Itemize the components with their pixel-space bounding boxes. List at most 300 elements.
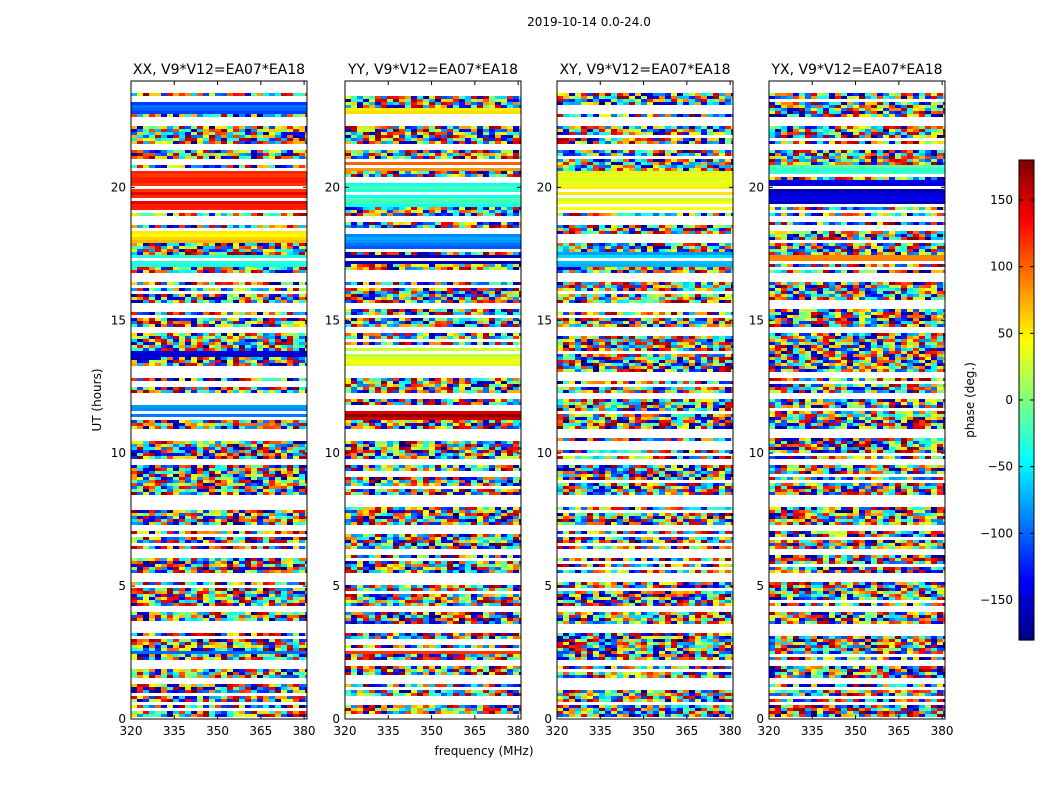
heatmap-cell [155, 669, 161, 672]
heatmap-cell [203, 483, 209, 486]
heatmap-cell [387, 342, 393, 345]
heatmap-cell [167, 390, 173, 393]
heatmap-cell [281, 243, 287, 246]
heatmap-cell [393, 207, 399, 210]
heatmap-cell [513, 450, 519, 453]
heatmap-cell [263, 687, 269, 690]
heatmap-cell [137, 714, 143, 717]
heatmap-cell [203, 687, 209, 690]
heatmap-cell [143, 378, 149, 381]
heatmap-cell [149, 357, 155, 360]
heatmap-cell [239, 675, 245, 678]
heatmap-cell [131, 516, 137, 519]
heatmap-cell [471, 399, 477, 402]
heatmap-cell [263, 387, 269, 390]
heatmap-cell [459, 129, 465, 132]
heatmap-cell [245, 453, 251, 456]
heatmap-cell [507, 99, 513, 102]
heatmap-cell [483, 480, 489, 483]
heatmap-cell [281, 672, 287, 675]
heatmap-cell [405, 381, 411, 384]
heatmap-cell [507, 492, 513, 495]
heatmap-cell [405, 489, 411, 492]
heatmap-cell [203, 612, 209, 615]
heatmap-cell [435, 225, 441, 228]
heatmap-cell [441, 483, 447, 486]
heatmap-cell [275, 294, 281, 297]
heatmap-cell [167, 519, 173, 522]
heatmap-cell [447, 453, 453, 456]
heatmap-cell [257, 675, 263, 678]
heatmap-cell [173, 348, 179, 351]
heatmap-cell [441, 309, 447, 312]
heatmap-cell [251, 318, 257, 321]
heatmap-cell [357, 324, 363, 327]
heatmap-cell [191, 510, 197, 513]
heatmap-cell [143, 684, 149, 687]
heatmap-cell [453, 291, 459, 294]
heatmap-cell [143, 567, 149, 570]
heatmap-cell [471, 288, 477, 291]
heatmap-cell [489, 210, 495, 213]
heatmap-cell [477, 381, 483, 384]
heatmap-cell [203, 453, 209, 456]
heatmap-cell [423, 213, 429, 216]
heatmap-cell [275, 468, 281, 471]
heatmap-cell [507, 294, 513, 297]
heatmap-cell [203, 324, 209, 327]
heatmap-cell [399, 483, 405, 486]
heatmap-cell [179, 582, 185, 585]
heatmap-cell [435, 444, 441, 447]
heatmap-cell [191, 156, 197, 159]
heatmap-cell [375, 135, 381, 138]
heatmap-cell [173, 426, 179, 429]
panel [325, 62, 530, 738]
heatmap-cell [143, 150, 149, 153]
heatmap-cell [495, 465, 501, 468]
heatmap-cell [345, 450, 351, 453]
heatmap-cell [275, 300, 281, 303]
heatmap-cell [257, 333, 263, 336]
heatmap-cell [453, 153, 459, 156]
heatmap-row [131, 408, 307, 411]
heatmap-cell [155, 639, 161, 642]
heatmap-cell [423, 342, 429, 345]
heatmap-cell [179, 288, 185, 291]
heatmap-cell [203, 378, 209, 381]
heatmap-cell [215, 603, 221, 606]
heatmap-cell [263, 426, 269, 429]
heatmap-cell [477, 282, 483, 285]
heatmap-cell [233, 288, 239, 291]
heatmap-cell [363, 399, 369, 402]
heatmap-cell [239, 447, 245, 450]
heatmap-cell [429, 102, 435, 105]
heatmap-cell [167, 420, 173, 423]
heatmap-cell [435, 156, 441, 159]
heatmap-cell [263, 591, 269, 594]
heatmap-cell [263, 603, 269, 606]
heatmap-cell [441, 225, 447, 228]
heatmap-cell [197, 360, 203, 363]
heatmap-cell [507, 381, 513, 384]
heatmap-cell [281, 522, 287, 525]
heatmap-cell [251, 675, 257, 678]
heatmap-cell [203, 300, 209, 303]
heatmap-cell [459, 480, 465, 483]
heatmap-cell [227, 465, 233, 468]
heatmap-cell [299, 597, 305, 600]
heatmap-cell [483, 174, 489, 177]
heatmap-cell [293, 114, 299, 117]
heatmap-cell [233, 447, 239, 450]
heatmap-cell [227, 300, 233, 303]
heatmap-cell [197, 300, 203, 303]
heatmap-cell [357, 207, 363, 210]
heatmap-cell [399, 156, 405, 159]
heatmap-cell [411, 105, 417, 108]
heatmap-cell [513, 153, 519, 156]
heatmap-cell [149, 531, 155, 534]
heatmap-cell [167, 138, 173, 141]
heatmap-cell [459, 489, 465, 492]
heatmap-cell [399, 390, 405, 393]
heatmap-cell [299, 441, 305, 444]
heatmap-cell [471, 225, 477, 228]
heatmap-cell [299, 600, 305, 603]
heatmap-cell [363, 342, 369, 345]
heatmap-cell [191, 567, 197, 570]
heatmap-cell [345, 321, 351, 324]
heatmap-cell [173, 561, 179, 564]
heatmap-cell [263, 588, 269, 591]
heatmap-cell [459, 252, 465, 255]
heatmap-cell [299, 444, 305, 447]
heatmap-cell [179, 156, 185, 159]
heatmap-cell [381, 252, 387, 255]
heatmap-cell [251, 639, 257, 642]
heatmap-cell [227, 594, 233, 597]
heatmap-cell [489, 390, 495, 393]
heatmap-cell [203, 639, 209, 642]
heatmap-row [131, 105, 307, 108]
heatmap-cell [369, 96, 375, 99]
heatmap-cell [131, 684, 137, 687]
heatmap-cell [161, 336, 167, 339]
heatmap-cell [417, 126, 423, 129]
heatmap-cell [281, 150, 287, 153]
heatmap-cell [435, 381, 441, 384]
heatmap-cell [369, 468, 375, 471]
heatmap-cell [489, 342, 495, 345]
heatmap-cell [375, 426, 381, 429]
heatmap-cell [167, 537, 173, 540]
heatmap-cell [233, 540, 239, 543]
heatmap-cell [441, 252, 447, 255]
heatmap-cell [405, 288, 411, 291]
heatmap-cell [179, 564, 185, 567]
heatmap-cell [197, 672, 203, 675]
heatmap-cell [369, 489, 375, 492]
heatmap-cell [263, 156, 269, 159]
heatmap-cell [191, 603, 197, 606]
heatmap-cell [483, 294, 489, 297]
heatmap-cell [179, 705, 185, 708]
heatmap-cell [507, 309, 513, 312]
heatmap-cell [257, 345, 263, 348]
heatmap-cell [161, 135, 167, 138]
heatmap-cell [465, 468, 471, 471]
heatmap-cell [197, 591, 203, 594]
heatmap-cell [423, 477, 429, 480]
heatmap-cell [155, 486, 161, 489]
heatmap-cell [227, 114, 233, 117]
heatmap-cell [173, 600, 179, 603]
heatmap-cell [351, 132, 357, 135]
heatmap-cell [221, 687, 227, 690]
heatmap-cell [477, 153, 483, 156]
heatmap-cell [179, 486, 185, 489]
heatmap-cell [251, 570, 257, 573]
heatmap-cell [345, 420, 351, 423]
heatmap-cell [149, 648, 155, 651]
heatmap-cell [209, 213, 215, 216]
heatmap-cell [513, 105, 519, 108]
heatmap-cell [173, 711, 179, 714]
heatmap-cell [293, 390, 299, 393]
heatmap-cell [197, 282, 203, 285]
heatmap-cell [233, 591, 239, 594]
heatmap-cell [161, 363, 167, 366]
heatmap-cell [197, 447, 203, 450]
heatmap-cell [287, 465, 293, 468]
heatmap-cell [369, 507, 375, 510]
heatmap-cell [429, 336, 435, 339]
heatmap-cell [137, 564, 143, 567]
heatmap-cell [489, 447, 495, 450]
heatmap-cell [351, 450, 357, 453]
heatmap-cell [507, 384, 513, 387]
heatmap-cell [191, 288, 197, 291]
heatmap-cell [495, 450, 501, 453]
heatmap-cell [387, 492, 393, 495]
heatmap-cell [417, 264, 423, 267]
heatmap-cell [179, 570, 185, 573]
heatmap-cell [245, 465, 251, 468]
heatmap-cell [423, 300, 429, 303]
heatmap-cell [227, 135, 233, 138]
heatmap-cell [345, 507, 351, 510]
heatmap-cell [161, 243, 167, 246]
heatmap-cell [281, 423, 287, 426]
heatmap-cell [411, 300, 417, 303]
heatmap-cell [387, 126, 393, 129]
heatmap-cell [191, 486, 197, 489]
heatmap-cell [137, 648, 143, 651]
heatmap-cell [369, 510, 375, 513]
heatmap-cell [227, 483, 233, 486]
heatmap-cell [263, 513, 269, 516]
heatmap-cell [269, 114, 275, 117]
heatmap-cell [191, 594, 197, 597]
heatmap-cell [281, 540, 287, 543]
heatmap-cell [483, 477, 489, 480]
heatmap-cell [441, 480, 447, 483]
heatmap-cell [227, 342, 233, 345]
heatmap-cell [281, 480, 287, 483]
heatmap-cell [263, 711, 269, 714]
heatmap-cell [363, 378, 369, 381]
heatmap-cell [257, 348, 263, 351]
heatmap-cell [137, 696, 143, 699]
heatmap-cell [191, 243, 197, 246]
heatmap-cell [251, 363, 257, 366]
heatmap-cell [411, 132, 417, 135]
heatmap-cell [501, 171, 507, 174]
heatmap-cell [227, 633, 233, 636]
heatmap-cell [299, 447, 305, 450]
heatmap-cell [185, 570, 191, 573]
heatmap-cell [465, 138, 471, 141]
heatmap-cell [251, 270, 257, 273]
heatmap-cell [405, 126, 411, 129]
heatmap-cell [221, 489, 227, 492]
heatmap-cell [393, 324, 399, 327]
heatmap-cell [375, 507, 381, 510]
heatmap-cell [215, 618, 221, 621]
heatmap-cell [381, 99, 387, 102]
heatmap-cell [275, 363, 281, 366]
heatmap-cell [513, 420, 519, 423]
heatmap-cell [293, 489, 299, 492]
heatmap-cell [269, 468, 275, 471]
heatmap-cell [275, 483, 281, 486]
heatmap-cell [227, 420, 233, 423]
heatmap-cell [173, 471, 179, 474]
heatmap-cell [137, 489, 143, 492]
heatmap-cell [221, 132, 227, 135]
heatmap-cell [197, 312, 203, 315]
heatmap-cell [167, 357, 173, 360]
heatmap-cell [167, 510, 173, 513]
heatmap-cell [411, 489, 417, 492]
heatmap-cell [363, 291, 369, 294]
heatmap-cell [489, 336, 495, 339]
heatmap-cell [155, 519, 161, 522]
heatmap-cell [477, 390, 483, 393]
heatmap-cell [293, 597, 299, 600]
heatmap-cell [507, 456, 513, 459]
heatmap-cell [357, 390, 363, 393]
heatmap-cell [483, 423, 489, 426]
heatmap-cell [221, 474, 227, 477]
heatmap-cell [215, 486, 221, 489]
heatmap-cell [131, 252, 137, 255]
heatmap-cell [149, 513, 155, 516]
heatmap-cell [161, 486, 167, 489]
heatmap-cell [393, 420, 399, 423]
heatmap-cell [263, 390, 269, 393]
heatmap-cell [131, 615, 137, 618]
heatmap-cell [299, 243, 305, 246]
heatmap-cell [293, 642, 299, 645]
heatmap-cell [233, 594, 239, 597]
heatmap-cell [137, 126, 143, 129]
heatmap-cell [149, 582, 155, 585]
heatmap-cell [149, 687, 155, 690]
heatmap-cell [155, 270, 161, 273]
heatmap-cell [507, 135, 513, 138]
heatmap-cell [507, 507, 513, 510]
heatmap-cell [387, 324, 393, 327]
heatmap-cell [375, 153, 381, 156]
heatmap-cell [417, 483, 423, 486]
heatmap-cell [179, 645, 185, 648]
heatmap-cell [191, 300, 197, 303]
heatmap-cell [393, 390, 399, 393]
heatmap-cell [417, 99, 423, 102]
heatmap-cell [495, 288, 501, 291]
heatmap-cell [489, 312, 495, 315]
heatmap-cell [429, 300, 435, 303]
heatmap-cell [191, 135, 197, 138]
heatmap-row [345, 357, 521, 360]
heatmap-cell [287, 567, 293, 570]
heatmap-cell [453, 126, 459, 129]
heatmap-cell [239, 420, 245, 423]
heatmap-cell [387, 477, 393, 480]
heatmap-cell [233, 465, 239, 468]
heatmap-cell [191, 423, 197, 426]
heatmap-cell [239, 252, 245, 255]
heatmap-cell [417, 291, 423, 294]
heatmap-cell [435, 399, 441, 402]
heatmap-cell [417, 450, 423, 453]
heatmap-cell [453, 210, 459, 213]
heatmap-cell [453, 135, 459, 138]
heatmap-cell [221, 483, 227, 486]
heatmap-cell [185, 252, 191, 255]
heatmap-cell [299, 426, 305, 429]
heatmap-cell [275, 267, 281, 270]
heatmap-cell [405, 492, 411, 495]
heatmap-cell [203, 321, 209, 324]
heatmap-cell [387, 207, 393, 210]
heatmap-cell [179, 243, 185, 246]
heatmap-cell [239, 690, 245, 693]
heatmap-cell [161, 618, 167, 621]
heatmap-cell [227, 468, 233, 471]
heatmap-cell [363, 213, 369, 216]
heatmap-cell [299, 588, 305, 591]
heatmap-cell [477, 102, 483, 105]
heatmap-cell [477, 321, 483, 324]
heatmap-cell [387, 318, 393, 321]
heatmap-cell [203, 150, 209, 153]
heatmap-cell [441, 426, 447, 429]
heatmap-cell [287, 540, 293, 543]
heatmap-cell [251, 135, 257, 138]
heatmap-cell [477, 264, 483, 267]
heatmap-cell [149, 270, 155, 273]
heatmap-cell [369, 126, 375, 129]
heatmap-cell [429, 129, 435, 132]
heatmap-cell [191, 564, 197, 567]
heatmap-cell [269, 561, 275, 564]
heatmap-cell [209, 318, 215, 321]
heatmap-cell [293, 270, 299, 273]
